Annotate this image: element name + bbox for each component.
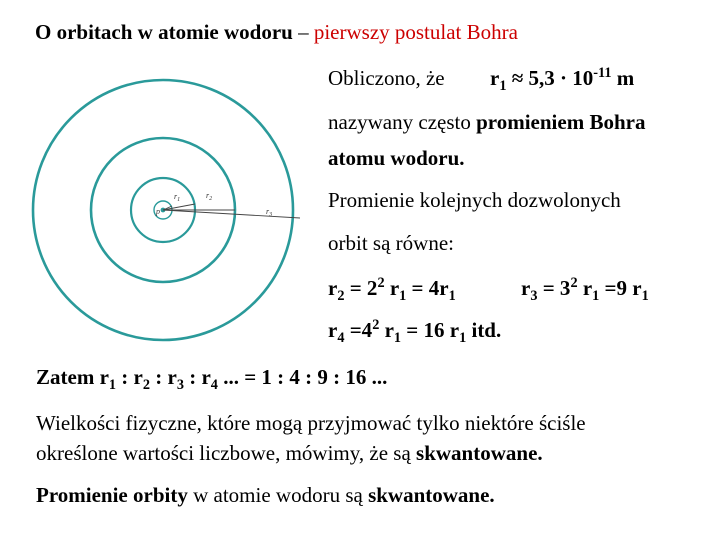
bohr-radius-name-cont: atomu wodoru. xyxy=(328,146,465,170)
title-part2: pierwszy postulat Bohra xyxy=(313,20,518,44)
equation-r2: $r_2 = 2^2$ $r_1 = 4r_1$ xyxy=(328,275,456,304)
quantization-definition-line1: Wielkości fizyczne, które mogą przyjmować tylko niektóre ściśle xyxy=(36,411,586,435)
equation-r4: $r_4 =4^2$ $r_1 = 16$ $r_1$ itd. xyxy=(328,317,502,346)
bohr-radius-name-line: nazywany często promieniem Bohra xyxy=(328,110,646,134)
quantization-definition-line2: określone wartości liczbowe, mówimy, że są skwantowane. xyxy=(36,441,543,465)
radius-ratio: Zatem $r_1$ : $r_2$ : $r_3$ : $r_4$ ... = 1 : 4 : 9 : 16 ... xyxy=(36,365,388,393)
title-dash: – xyxy=(292,20,314,44)
quantization-conclusion: Promienie orbity w atomie wodoru są skwantowane. xyxy=(36,483,495,507)
allowed-radii-text: Promienie kolejnych dozwolonych xyxy=(328,188,621,212)
radius-label-3: $r_3$ xyxy=(266,207,273,218)
radius-label-2: $r_2$ xyxy=(206,191,213,202)
radius-label-1: $r_1$ xyxy=(174,192,181,203)
equation-r3: $r_3 = 3^2$ $r_1 =9$ $r_1$ xyxy=(521,275,649,304)
bohr-radius-value: $r_1 \approx 5,3 \cdot 10^{-11}$ m xyxy=(490,65,635,94)
nucleus-label: p xyxy=(156,207,160,216)
allowed-radii-text-cont: orbit są równe: xyxy=(328,231,454,255)
radius-line-4 xyxy=(163,210,300,218)
title-part1: O orbitach w atomie wodoru xyxy=(35,20,293,44)
radius-line-2 xyxy=(163,204,195,210)
computed-label: Obliczono, że xyxy=(328,66,445,90)
